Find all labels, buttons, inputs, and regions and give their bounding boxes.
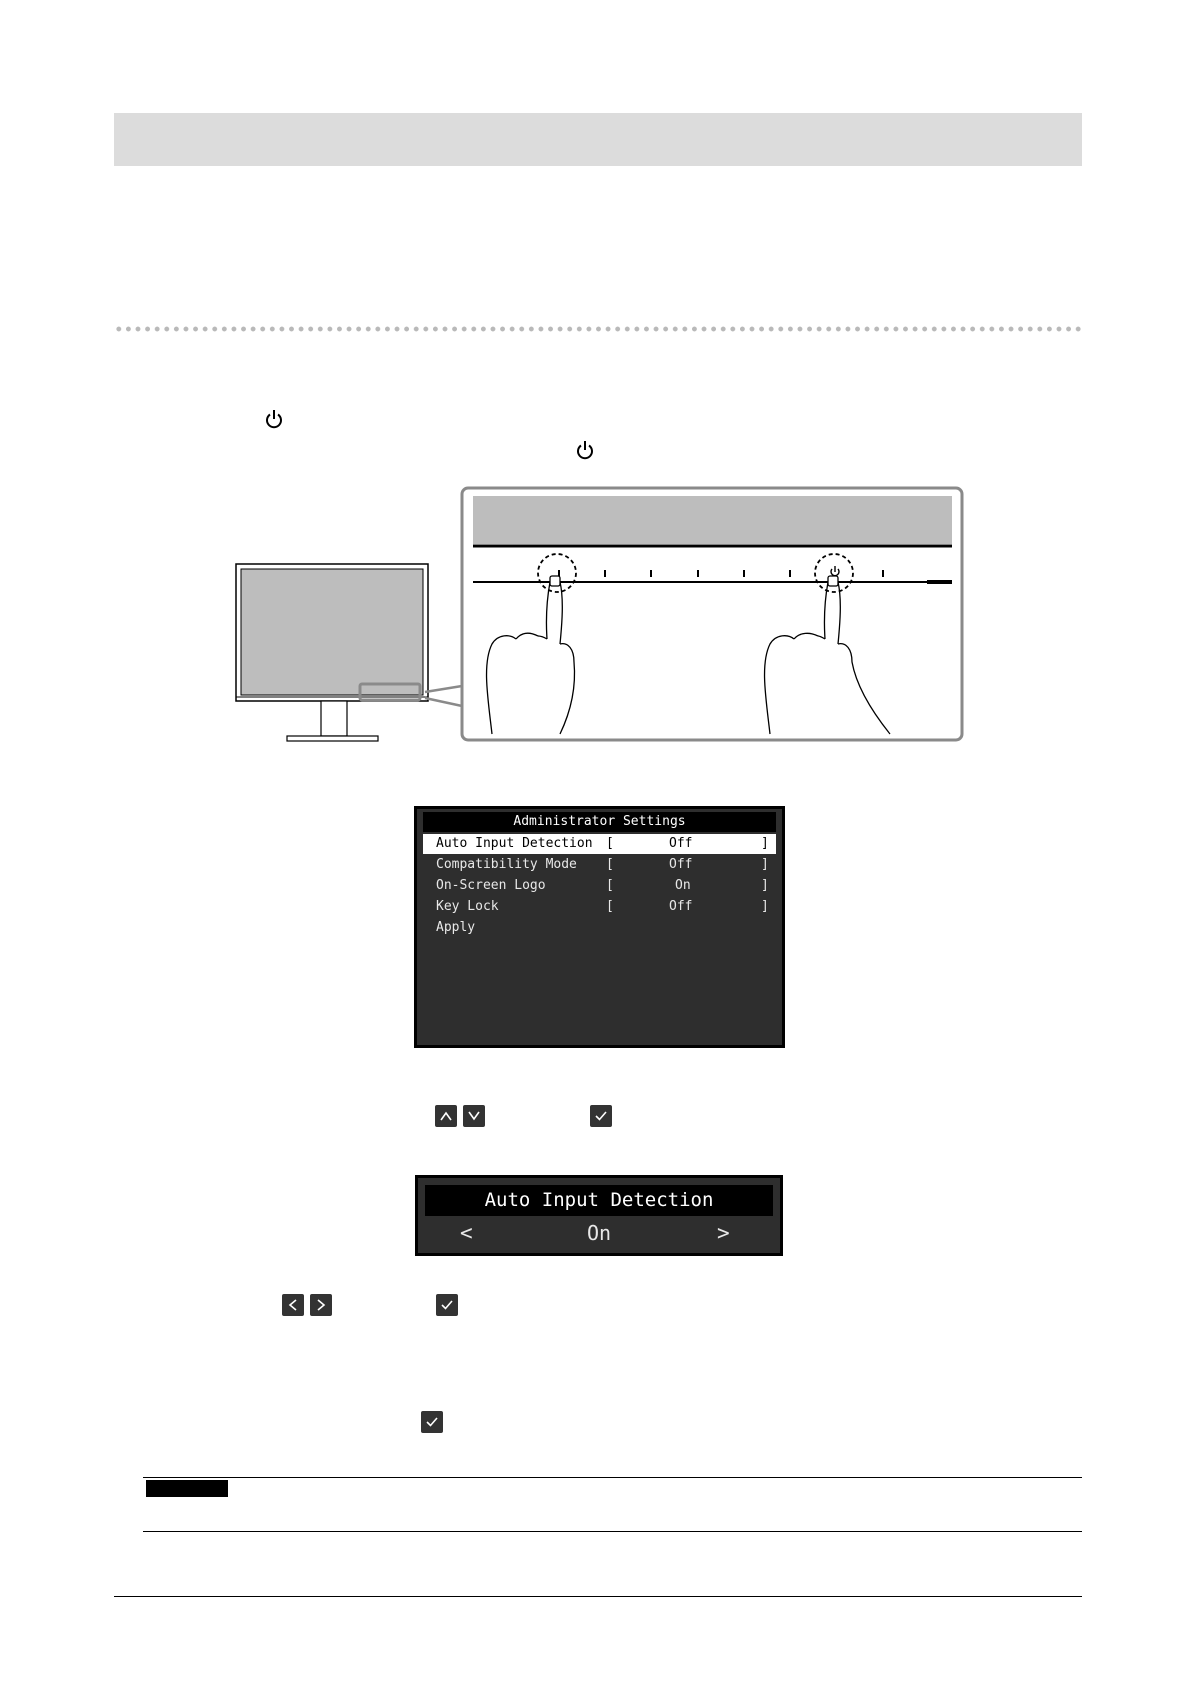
menu-item[interactable] (423, 876, 776, 896)
menu-item-value: Off (669, 836, 693, 851)
note-label (146, 1480, 228, 1497)
menu-item[interactable] (423, 855, 776, 875)
bezel-zoom-panel (462, 488, 962, 740)
menu-item[interactable] (423, 834, 776, 854)
down-arrow-key-icon (463, 1105, 485, 1127)
menu-item-value: On (675, 878, 691, 893)
menu-item-value: Off (669, 857, 693, 872)
dialog-title: Auto Input Detection (425, 1185, 773, 1216)
menu-item-value: Off (669, 899, 693, 914)
note-bottom-rule (143, 1531, 1082, 1532)
menu-item[interactable] (423, 918, 776, 938)
section-header-band (114, 113, 1082, 166)
administrator-settings-menu (414, 806, 785, 1048)
power-icon (576, 440, 594, 460)
menu-item-open-bracket: [ (606, 899, 614, 914)
dotted-separator (114, 326, 1082, 332)
auto-input-detection-dialog (415, 1175, 783, 1256)
monitor-front-view (236, 564, 462, 741)
menu-item-label: Apply (436, 920, 476, 935)
left-arrow-key-icon (282, 1294, 304, 1316)
menu-item-close-bracket: ] (761, 899, 769, 914)
checkmark-key-icon (590, 1105, 612, 1127)
menu-item-label: Compatibility Mode (436, 857, 577, 872)
menu-item-close-bracket: ] (761, 878, 769, 893)
dialog-value: On (586, 1221, 612, 1245)
menu-item-open-bracket: [ (606, 878, 614, 893)
power-icon (265, 409, 283, 429)
menu-item-label: Key Lock (436, 899, 499, 914)
checkmark-key-icon (421, 1411, 443, 1433)
right-arrow-key-icon (310, 1294, 332, 1316)
menu-item-close-bracket: ] (761, 836, 769, 851)
menu-item[interactable] (423, 897, 776, 917)
menu-item-open-bracket: [ (606, 857, 614, 872)
menu-item-label: Auto Input Detection (436, 836, 593, 851)
menu-item-open-bracket: [ (606, 836, 614, 851)
previous-option-arrow[interactable]: < (460, 1221, 473, 1245)
note-top-rule (143, 1477, 1082, 1478)
footer-rule (114, 1596, 1082, 1597)
monitor-illustration (230, 484, 966, 744)
checkmark-key-icon (436, 1294, 458, 1316)
menu-item-close-bracket: ] (761, 857, 769, 872)
up-arrow-key-icon (435, 1105, 457, 1127)
menu-item-label: On-Screen Logo (436, 878, 546, 893)
menu-title: Administrator Settings (423, 812, 776, 832)
next-option-arrow[interactable]: > (717, 1221, 730, 1245)
